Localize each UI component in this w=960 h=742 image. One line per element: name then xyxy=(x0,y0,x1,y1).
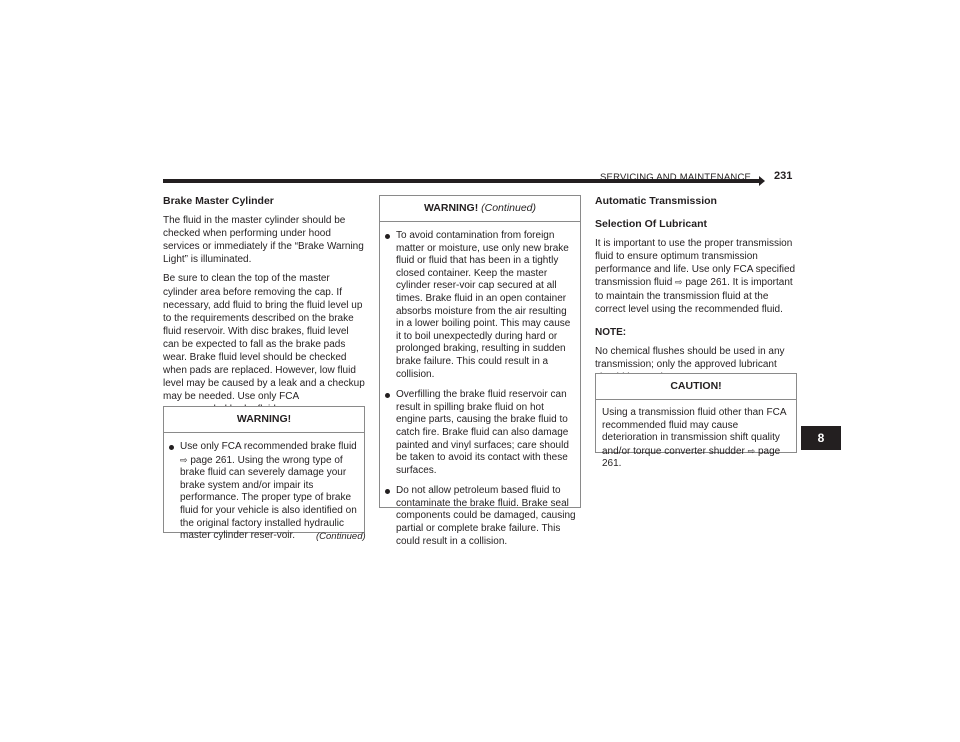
heading-automatic-transmission: Automatic Transmission xyxy=(595,195,717,207)
page-number: 231 xyxy=(774,170,793,182)
caution-box xyxy=(595,373,797,470)
section-title: SERVICING AND MAINTENANCE xyxy=(600,172,752,183)
note-text: No chemical flushes should be used in any transmission; only the approved lubricant xyxy=(595,345,785,370)
page-ref-link[interactable]: page 261. It is important to maintain the transmission fluid at the correct level using the recommended fluid. xyxy=(595,277,793,315)
caution-text: Using a transmission fluid other than FCA recommended fluid may cause deterioration in transmission shift quality and/or torque converter shudder ⇨ page 261. xyxy=(602,407,786,470)
warning-title: WARNING! xyxy=(164,407,364,433)
column-left xyxy=(163,195,365,436)
page-ref-text: page 261. Using the wrong type of brake fluid can severely damage your brake system and/or impair its performance. The proper type of brake fluid for your vehicle is also identified on the original factory installed hydraulic master cylinder reser-voir. xyxy=(180,454,357,542)
list-item: Use only FCA recommended brake fluid ⇨ page 261. Using the wrong type of brake fluid can severely damage your brake system and/or impair its performance. The proper type of brake fluid for your vehicle is also identified on the original factory installed hydraulic master cylinder reser-voir. xyxy=(164,441,358,543)
chapter-tab: 8 xyxy=(801,426,841,450)
paragraph: Be sure to clean the top of the master cylinder area before removing the cap. If necessary, add fluid to bring the fluid level up to the requirements described on the brake fluid reservoir. With disc brakes, fluid level can be expected to fall as the brake pads wear. Brake fluid level should be checked when pads are replaced. However, low fluid level may be caused by a leak and a checkup may be needed. Use only FCA xyxy=(163,272,365,429)
subheading-selection-of-lubricant: Selection Of Lubricant xyxy=(595,218,708,231)
list-item: Do not allow petroleum based fluid to contaminate the brake fluid. Brake seal components could be damaged, causing partial or complete brake failure. This could result in a collision. xyxy=(380,485,576,548)
caution-title: CAUTION! xyxy=(596,374,796,400)
warning-title: WARNING! (Continued) xyxy=(380,196,580,222)
heading-brake-master-cylinder: Brake Master Cylinder xyxy=(163,195,274,207)
bullet-icon xyxy=(169,445,174,450)
page-ref-link[interactable]: page 261. xyxy=(602,445,781,470)
continued-label: (Continued) xyxy=(316,531,366,542)
bullet-icon xyxy=(385,234,390,239)
bullet-icon xyxy=(385,489,390,494)
ref-arrow-icon: ⇨ xyxy=(180,454,188,465)
ref-arrow-icon: ⇨ xyxy=(675,277,683,288)
list-item: Overfilling the brake fluid reservoir can result in spilling brake fluid on hot engine parts, causing the brake fluid to catch fire. Brake fluid can also damage painted and vinyl surfaces; care should be taken to avoid its contact with these surfaces. xyxy=(380,389,576,477)
list-item: To avoid contamination from foreign matter or moisture, use only new brake fluid or fluid that has been in a tightly closed container. Keep the master cylinder reser-voir cap secured at all times. Brake fluid in an open container absorbs moisture from the air resulting in a lower boiling point. This may cause it to boil unexpectedly during hard or prolonged braking, resulting in sudden brake failure. This could result in a collision. xyxy=(380,230,576,381)
ref-arrow-icon: ⇨ xyxy=(747,445,756,456)
bullet-icon xyxy=(385,393,390,398)
paragraph: It is important to use the proper transmission fluid to ensure optimum transmission performance and life. Use only FCA specified transmission fluid ⇨ page 261. It is important to maintain the transmission fluid at the correct level using the recommended fluid. xyxy=(595,238,796,315)
warning-box-continued xyxy=(379,195,581,547)
note-label: NOTE: xyxy=(595,326,627,338)
column-right xyxy=(595,195,797,390)
paragraph: The fluid in the master cylinder should be checked when performing under hood services or immediately if the “Brake Warning Light” is illuminated. xyxy=(163,215,364,266)
